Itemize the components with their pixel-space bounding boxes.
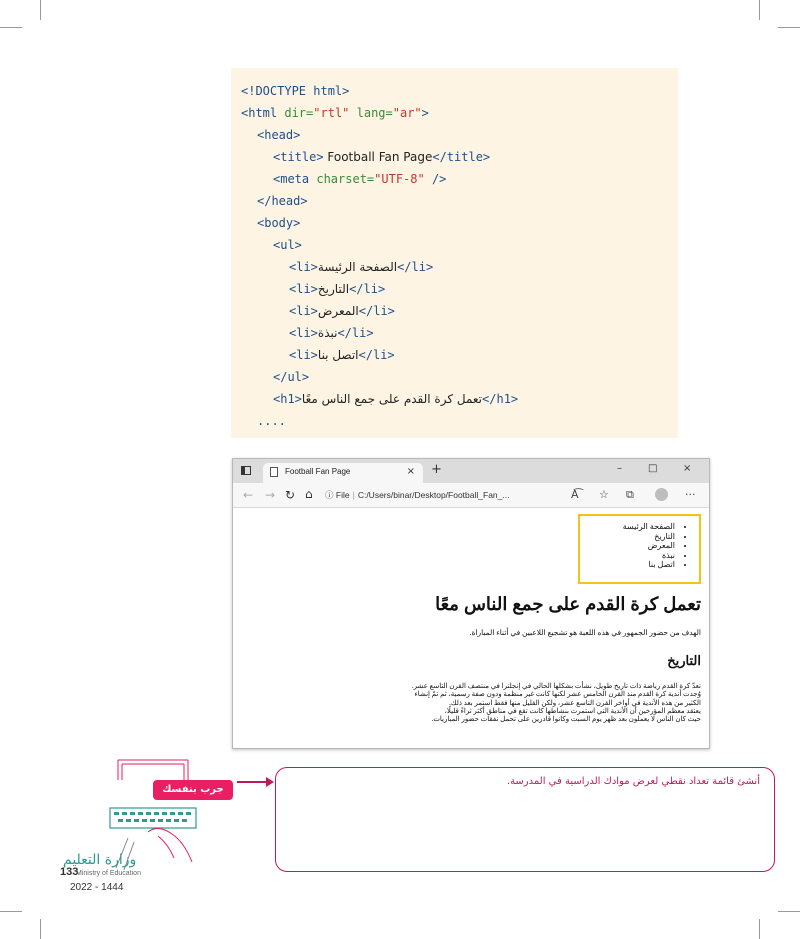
crop-mark [40,0,41,20]
code-line-body: <body> [257,216,301,230]
window-icon[interactable] [241,466,251,475]
collections-icon[interactable]: ⧉ [626,488,634,501]
paragraph-line: حيث كان الناس لا يعملون بعد ظهر يوم السبت وكانوا قادرين على تحمل نفقات حضور المباريات. [431,715,701,724]
page-viewport [233,508,709,748]
code-line-ul: <ul> [273,238,302,252]
forward-icon[interactable]: → [265,488,276,502]
crop-mark [0,911,22,912]
close-tab-icon[interactable]: × [406,466,415,477]
paragraph-line: الكثير من هذه الأندية في أواخر القرن التاسع عشر، ولكن القليل منها فقط استمر بعد ذلك. [449,698,701,707]
tab-football-fan-page[interactable] [263,463,423,483]
menu-item: • نبذة [623,551,675,561]
intro-text: الهدف من حضور الجمهور في هذه اللعبة هو تشجيع اللاعبين في أثناء المباراة. [469,628,701,637]
nav-menu [623,522,687,570]
code-line-li: <li>اتصل بنا</li> [289,348,395,362]
menu-item: • الصفحة الرئيسة [623,522,675,532]
code-line-title: <title> Football Fan Page</title> [273,150,491,164]
menu-item: • اتصل بنا [623,560,675,570]
favorites-icon[interactable]: ☆ [599,488,609,501]
address-prefix: File [335,490,350,500]
history-paragraph [241,682,701,723]
code-line-li: <li>الصفحة الرئيسة</li> [289,260,434,274]
page-icon [270,467,278,477]
maximize-button[interactable]: □ [648,463,658,474]
task-text: أنشئ قائمة تعداد نقطي لعرض موادك الدراسية في المدرسة. [506,776,760,787]
year-label: 2022 - 1444 [70,882,124,893]
ministry-logo-en: Ministry of Education [76,870,141,877]
code-line-meta: <meta charset="UTF-8" /> [273,172,447,186]
read-aloud-icon[interactable]: A͡ [571,488,579,501]
info-icon[interactable]: ⓘ [325,490,334,500]
code-line-head: <head> [257,128,301,142]
code-line-li: <li>نبذة</li> [289,326,374,340]
ministry-logo-ar: وزارة التعليم [63,852,137,868]
code-line-h1: <h1>تعمل كرة القدم على جمع الناس معًا</h1> [273,392,519,406]
browser-window [232,458,710,749]
code-panel [231,68,678,438]
close-window-button[interactable]: × [683,463,692,474]
crop-mark [0,27,22,28]
code-line-ul-close: </ul> [273,370,310,384]
page-heading: تعمل كرة القدم على جمع الناس معًا [435,594,701,614]
code-line-doctype: <!DOCTYPE html> [241,84,350,98]
back-icon[interactable]: ← [243,488,254,502]
tab-bar [233,459,709,483]
arrow-right-icon [266,777,274,787]
tab-title: Football Fan Page [285,467,351,476]
history-heading: التاريخ [667,653,701,668]
crop-mark [759,0,760,20]
menu-item: • المعرض [623,541,675,551]
address-toolbar [233,483,709,508]
code-line-head-close: </head> [257,194,308,208]
menu-highlight-box [578,514,701,584]
home-icon[interactable]: ⌂ [305,487,313,501]
more-icon[interactable]: ··· [685,488,696,501]
address-path: C:/Users/binar/Desktop/Football_Fan_... [357,490,510,500]
try-yourself-badge: جرب بنفسك [153,780,233,800]
page-number: 133 [60,866,79,878]
crop-mark [759,919,760,939]
profile-icon[interactable] [655,488,668,501]
paragraph-line: تعدّ كرة القدم رياضة ذات تاريخ طويل، نشأت بشكلها الحالي في إنجلترا في منتصف القرن التاسع عشر. [411,682,701,690]
crop-mark [778,911,800,912]
new-tab-button[interactable]: + [431,462,442,477]
crop-mark [40,919,41,939]
code-line-html: <html dir="rtl" lang="ar"> [241,106,429,120]
code-line-ellipsis: .... [257,414,286,428]
refresh-icon[interactable]: ↻ [285,488,296,502]
code-line-li: <li>التاريخ</li> [289,282,386,296]
code-line-li: <li>المعرض</li> [289,304,395,318]
menu-item: • التاريخ [623,532,675,542]
address-bar[interactable] [325,487,565,503]
task-box [275,767,775,872]
paragraph-line: يعتقد معظم المؤرخين أن الأندية التي استمرت بنشاطها كانت تقع في مناطق أكثر ثراءً قليلًا، [444,706,701,715]
paragraph-line: وُجدت أندية كرة القدم منذ القرن الخامس عشر لكنها كانت غير منظمة ودون صفة رسمية، ثم تمّ إنشاء [414,690,701,699]
crop-mark [778,27,800,28]
address-separator: | [352,490,355,500]
minimize-button[interactable]: – [617,463,622,474]
